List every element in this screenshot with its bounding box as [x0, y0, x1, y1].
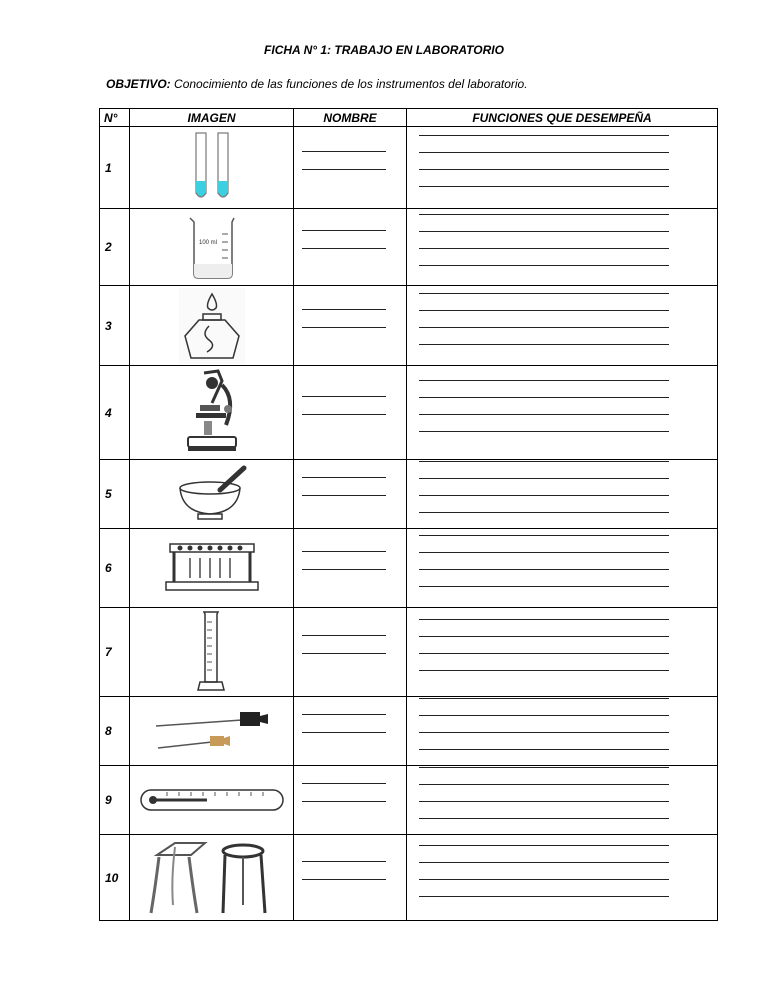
row-number: 7 — [100, 608, 130, 697]
table-row — [100, 127, 718, 209]
table-row — [100, 286, 718, 366]
table-row — [100, 766, 718, 835]
table-row — [100, 529, 718, 608]
name-answer-cell[interactable] — [294, 766, 407, 835]
row-image — [130, 766, 294, 835]
row-number: 6 — [100, 529, 130, 608]
row-number: 8 — [100, 697, 130, 766]
name-answer-cell[interactable] — [294, 366, 407, 460]
row-number: 3 — [100, 286, 130, 366]
row-image — [130, 127, 294, 209]
name-answer-cell[interactable] — [294, 209, 407, 286]
objective-label: OBJETIVO: — [106, 77, 171, 91]
row-number: 2 — [100, 209, 130, 286]
objective-text: Conocimiento de las funciones de los instrumentos del laboratorio. — [174, 77, 528, 91]
table-row — [100, 835, 718, 921]
functions-answer-cell[interactable] — [407, 460, 718, 529]
table-row — [100, 366, 718, 460]
name-answer-cell[interactable] — [294, 835, 407, 921]
name-answer-cell[interactable] — [294, 697, 407, 766]
row-number: 10 — [100, 835, 130, 921]
functions-answer-cell[interactable] — [407, 529, 718, 608]
functions-answer-cell[interactable] — [407, 366, 718, 460]
functions-answer-cell[interactable] — [407, 209, 718, 286]
mortar-pestle-icon — [174, 464, 250, 524]
functions-answer-cell[interactable] — [407, 608, 718, 697]
functions-answer-cell[interactable] — [407, 766, 718, 835]
row-image — [130, 209, 294, 286]
col-header-name: NOMBRE — [294, 109, 407, 127]
test-tubes-icon — [182, 131, 242, 205]
row-number: 5 — [100, 460, 130, 529]
name-answer-cell[interactable] — [294, 286, 407, 366]
name-answer-cell[interactable] — [294, 529, 407, 608]
test-tube-rack-icon — [162, 538, 262, 598]
functions-answer-cell[interactable] — [407, 835, 718, 921]
col-header-number: N° — [100, 109, 130, 127]
row-number: 1 — [100, 127, 130, 209]
row-image — [130, 366, 294, 460]
name-answer-cell[interactable] — [294, 608, 407, 697]
alcohol-burner-icon — [179, 288, 245, 364]
functions-answer-cell[interactable] — [407, 127, 718, 209]
thermometer-icon — [137, 784, 287, 816]
row-image — [130, 529, 294, 608]
table-header-row — [100, 109, 718, 127]
table-row — [100, 697, 718, 766]
worksheet-table — [99, 108, 718, 921]
row-image — [130, 835, 294, 921]
table-row — [100, 460, 718, 529]
tripod-stand-icon — [147, 839, 277, 917]
objective — [106, 77, 528, 91]
functions-answer-cell[interactable] — [407, 697, 718, 766]
name-answer-cell[interactable] — [294, 127, 407, 209]
row-number: 4 — [100, 366, 130, 460]
table-row — [100, 608, 718, 697]
beaker-label: 100 ml — [198, 240, 217, 246]
table-row — [100, 209, 718, 286]
col-header-image: IMAGEN — [130, 109, 294, 127]
graduated-cylinder-icon — [192, 610, 232, 694]
microscope-icon — [182, 369, 242, 457]
row-image — [130, 460, 294, 529]
name-answer-cell[interactable] — [294, 460, 407, 529]
test-tube-brush-icon — [152, 706, 272, 756]
col-header-functions: FUNCIONES QUE DESEMPEÑA — [407, 109, 718, 127]
row-image — [130, 608, 294, 697]
row-number: 9 — [100, 766, 130, 835]
row-image — [130, 286, 294, 366]
page-title: FICHA N° 1: TRABAJO EN LABORATORIO — [264, 43, 504, 57]
beaker-icon — [182, 212, 242, 282]
row-image — [130, 697, 294, 766]
functions-answer-cell[interactable] — [407, 286, 718, 366]
